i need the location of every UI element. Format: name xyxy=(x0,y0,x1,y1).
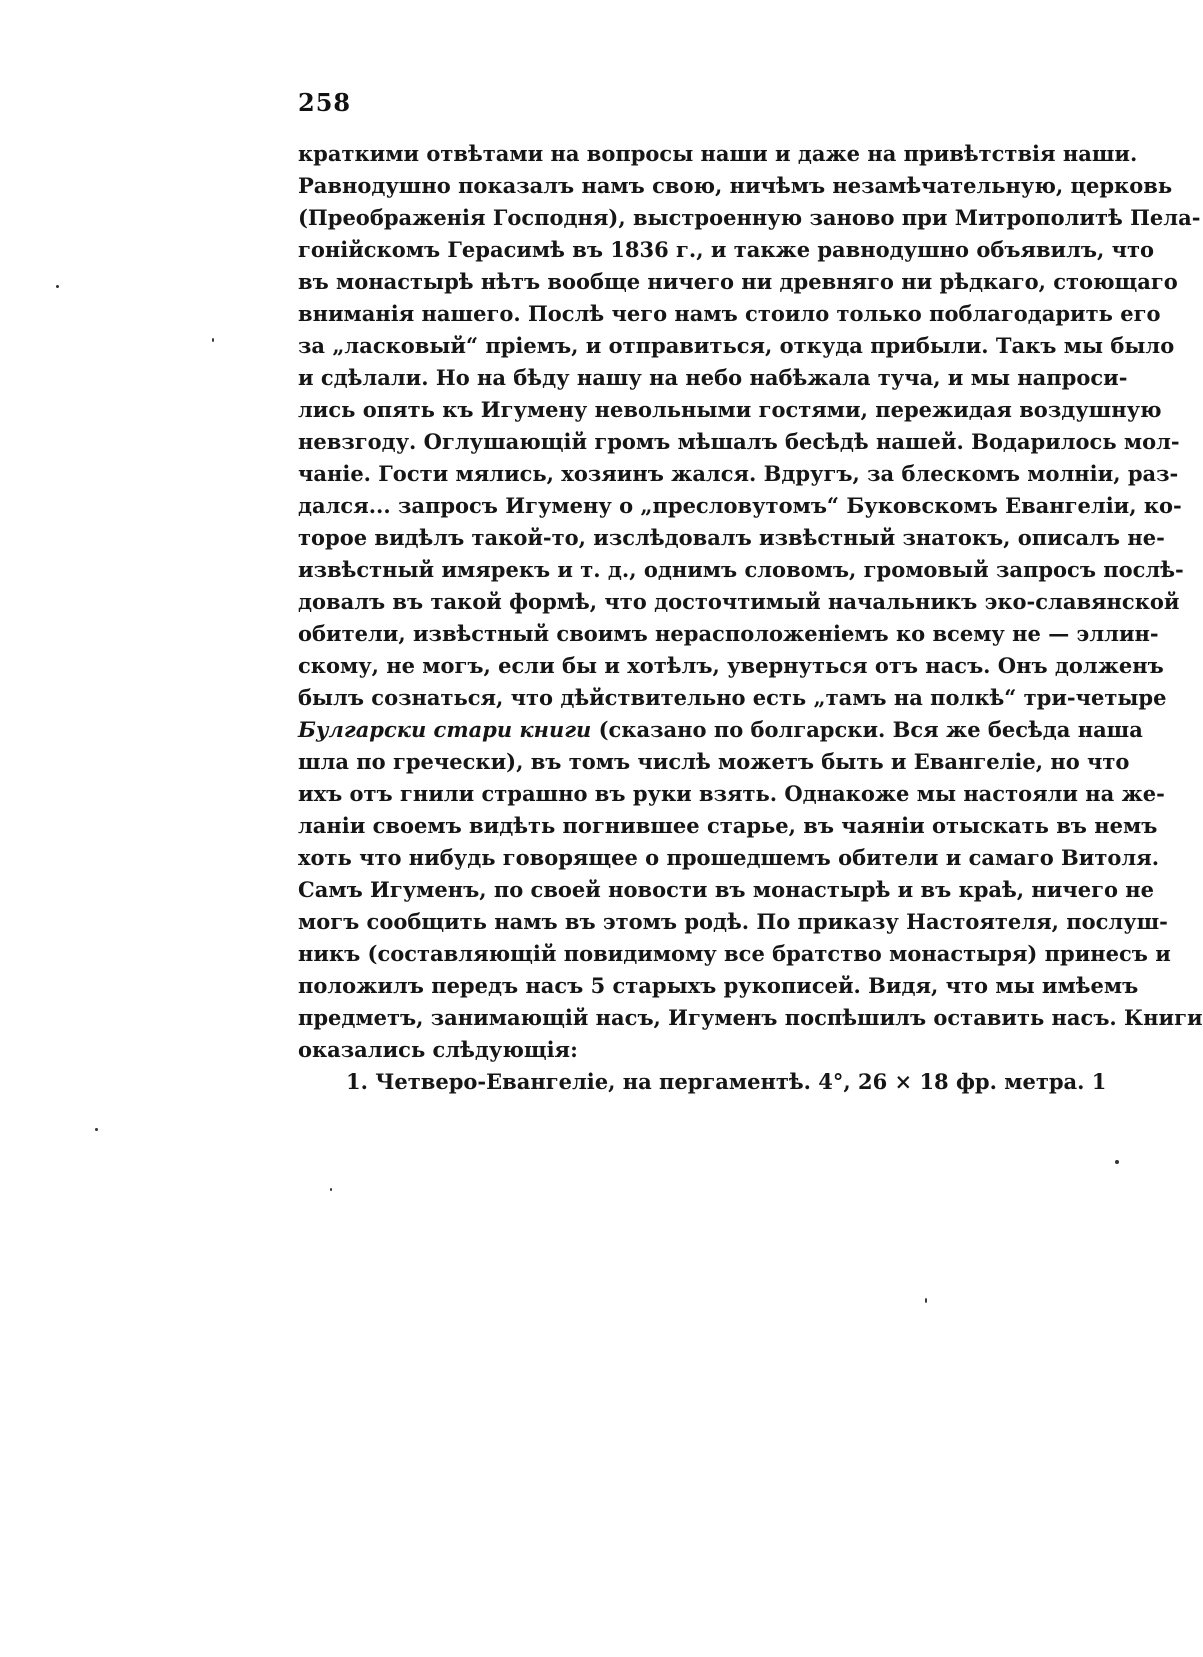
text-line: вниманія нашего. Послѣ чего намъ стоило только поблагодарить его xyxy=(298,301,1161,326)
text-line: обители, извѣстный своимъ нерасположеніемъ ко всему не — эллин- xyxy=(298,621,1159,646)
text-line: торое видѣлъ такой-то, изслѣдовалъ извѣстный знатокъ, описалъ не- xyxy=(298,525,1165,550)
text-line: Равнодушно показалъ намъ свою, ничѣмъ незамѣчательную, церковь xyxy=(298,173,1173,198)
scan-speck xyxy=(95,1128,98,1131)
text-line: въ монастырѣ нѣтъ вообще ничего ни древняго ни рѣдкаго, стоющаго xyxy=(298,269,1178,294)
text-line: невзгоду. Оглушающій громъ мѣшалъ бесѣдѣ нашей. Водарилось мол- xyxy=(298,429,1180,454)
text-line-with-italic xyxy=(298,714,1143,746)
list-item-line: 1. Четверо-Евангеліе, на пергаментѣ. 4°, 26 × 18 фр. метра. 1 xyxy=(346,1069,1107,1094)
text-line: шла по гречески), въ томъ числѣ можетъ быть и Евангеліе, но что xyxy=(298,749,1130,774)
text-line: дался... запросъ Игумену о „пресловутомъ“ Буковскомъ Евангеліи, ко- xyxy=(298,493,1182,518)
text-line: лись опять къ Игумену невольными гостями, пережидая воздушную xyxy=(298,397,1162,422)
text-line: за „ласковый“ пріемъ, и отправиться, откуда прибыли. Такъ мы было xyxy=(298,333,1175,358)
page-number: 258 xyxy=(298,88,352,117)
text-line: ланіи своемъ видѣть погнившее старье, въ чаяніи отыскать въ немъ xyxy=(298,813,1158,838)
text-line: хоть что нибудь говорящее о прошедшемъ обители и самаго Витоля. xyxy=(298,845,1160,870)
text-line: положилъ передъ насъ 5 старыхъ рукописей. Видя, что мы имѣемъ xyxy=(298,973,1139,998)
text-line: гонійскомъ Герасимѣ въ 1836 г., и также равнодушно объявилъ, что xyxy=(298,237,1155,262)
scan-speck xyxy=(56,285,59,288)
text-line: никъ (составляющій повидимому все братство монастыря) принесъ и xyxy=(298,941,1171,966)
scan-speck xyxy=(925,1298,927,1303)
text-line: Самъ Игуменъ, по своей новости въ монастырѣ и въ краѣ, ничего не xyxy=(298,877,1155,902)
text-line-rest: (сказано по болгарски. Вся же бесѣда наша xyxy=(598,717,1143,742)
scan-speck xyxy=(1115,1160,1119,1164)
body-text xyxy=(298,138,1203,1098)
text-line: чаніе. Гости мялись, хозяинъ жался. Вдругъ, за блескомъ молніи, раз- xyxy=(298,461,1179,486)
text-line: (Преображенія Господня), выстроенную заново при Митрополитѣ Пела- xyxy=(298,205,1201,230)
scan-speck xyxy=(330,1188,332,1191)
text-line: предметъ, занимающій насъ, Игуменъ поспѣшилъ оставить насъ. Книги xyxy=(298,1005,1203,1030)
scan-speck xyxy=(212,338,214,342)
text-line: краткими отвѣтами на вопросы наши и даже на привѣтствія наши. xyxy=(298,141,1138,166)
text-line: могъ сообщить намъ въ этомъ родѣ. По приказу Настоятеля, послуш- xyxy=(298,909,1168,934)
text-line: скому, не могъ, если бы и хотѣлъ, увернуться отъ насъ. Онъ долженъ xyxy=(298,653,1164,678)
text-line: былъ сознаться, что дѣйствительно есть „тамъ на полкѣ“ три-четыре xyxy=(298,685,1167,710)
italic-phrase: Булгарски стари книги xyxy=(298,717,592,742)
text-line: ихъ отъ гнили страшно въ руки взять. Однакоже мы настояли на же- xyxy=(298,781,1165,806)
text-line: и сдѣлали. Но на бѣду нашу на небо набѣжала туча, и мы напроси- xyxy=(298,365,1128,390)
text-line: довалъ въ такой формѣ, что досточтимый начальникъ эко-славянской xyxy=(298,589,1180,614)
text-line: оказались слѣдующія: xyxy=(298,1037,578,1062)
text-line: извѣстный имярекъ и т. д., однимъ словомъ, громовый запросъ послѣ- xyxy=(298,557,1184,582)
